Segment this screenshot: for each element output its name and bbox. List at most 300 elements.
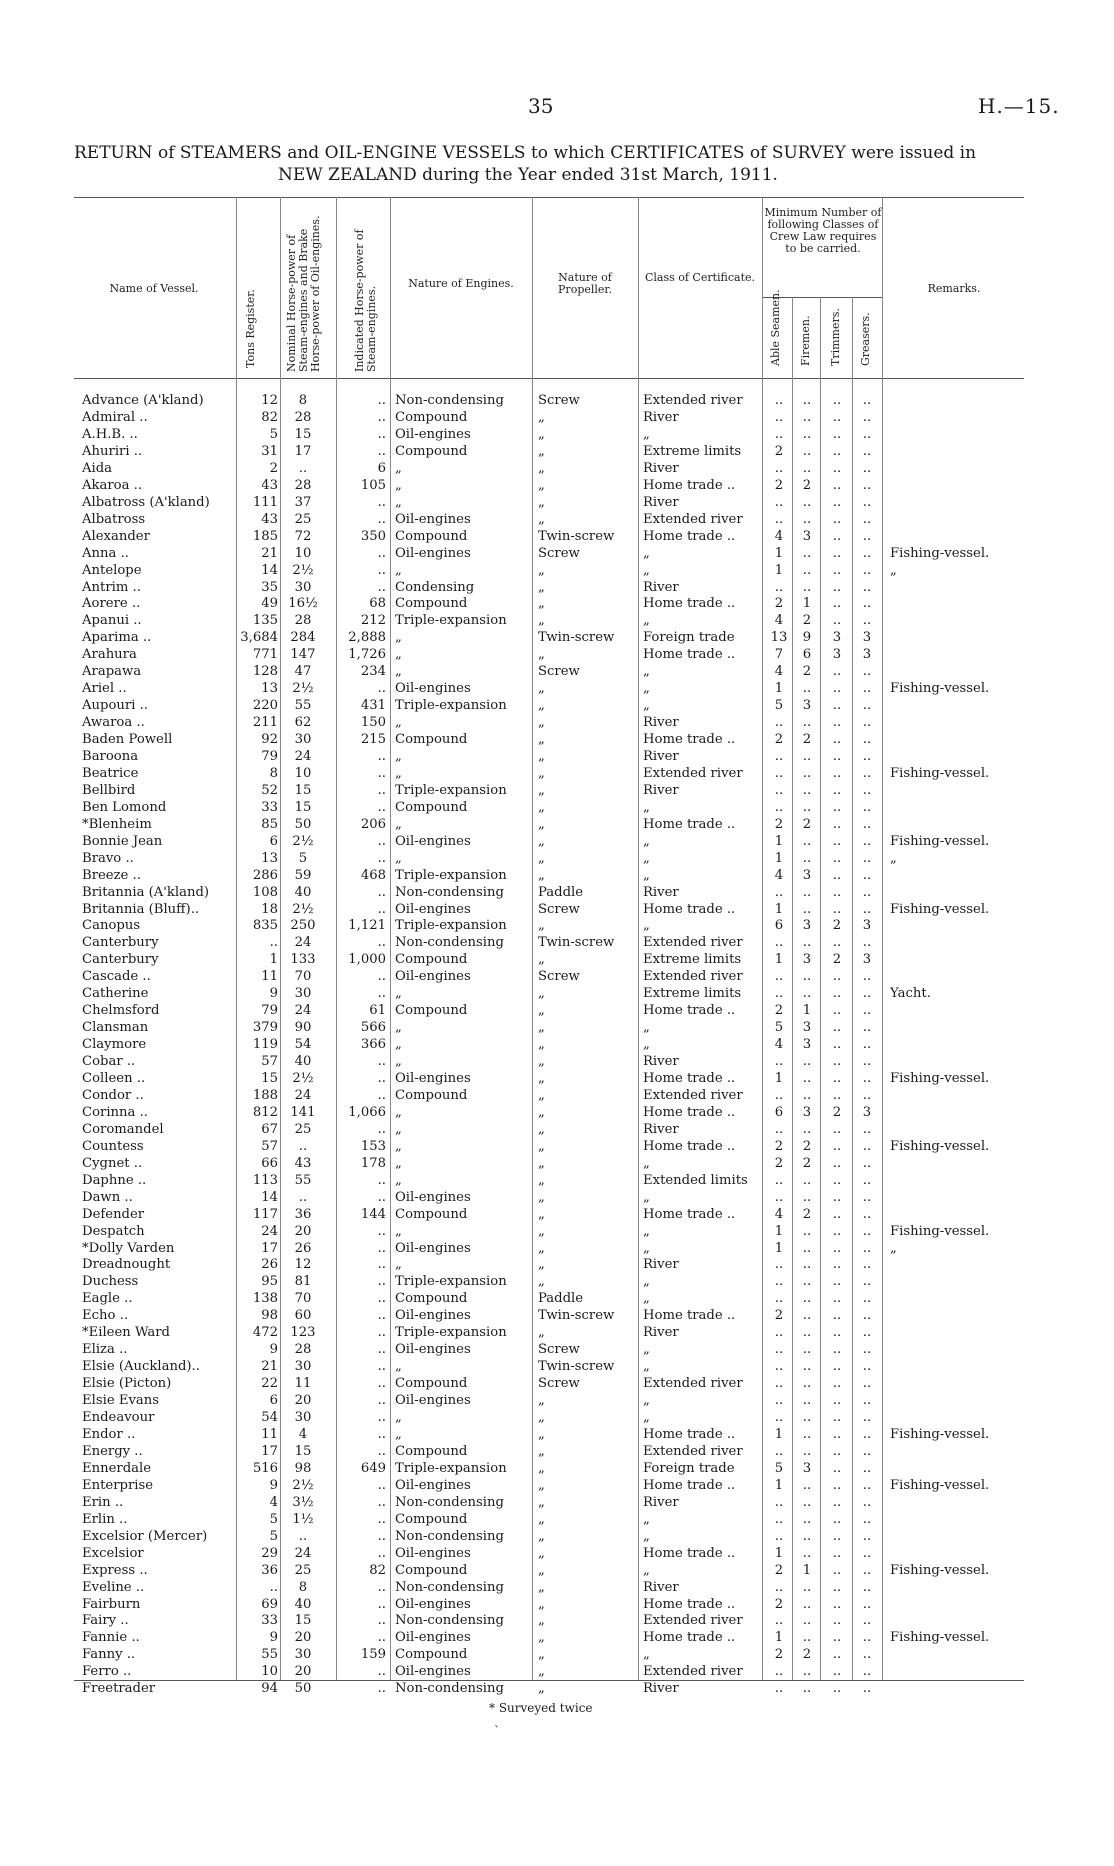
cell-ind: 431 <box>360 698 386 714</box>
cell-cert: „ <box>643 867 650 883</box>
cell-tons: 128 <box>252 664 278 680</box>
table-row <box>0 680 1114 697</box>
cell-cert: Extended river <box>643 969 743 985</box>
cell-cert: „ <box>643 698 650 714</box>
cell-ind: .. <box>377 511 386 527</box>
cell-able: 1 <box>774 1071 784 1086</box>
cell-nom: 40 <box>294 1596 312 1612</box>
cell-able: .. <box>774 1528 784 1544</box>
cell-cert: „ <box>643 1528 650 1544</box>
cell-eng: Oil-engines <box>395 833 471 849</box>
cell-grea: .. <box>862 1071 872 1086</box>
cell-nom: 55 <box>294 698 312 714</box>
table-row <box>0 409 1114 426</box>
header-tons: Tons Register. <box>244 289 257 368</box>
cell-ind: .. <box>377 1172 386 1188</box>
cell-prop: „ <box>538 1630 545 1646</box>
cell-tons: 379 <box>252 1020 278 1036</box>
cell-tons: 9 <box>269 1342 278 1358</box>
table-row <box>0 1121 1114 1138</box>
header-name: Name of Vessel. <box>109 282 199 295</box>
cell-cert: Home trade .. <box>643 1138 736 1154</box>
cell-trim: .. <box>832 1020 842 1036</box>
cell-able: 1 <box>774 1223 784 1239</box>
cell-name: Canterbury <box>82 935 159 951</box>
cell-grea: .. <box>862 799 872 815</box>
cell-ind: 1,066 <box>348 1104 386 1120</box>
cell-grea: .. <box>862 1308 872 1324</box>
cell-nom: 50 <box>294 1681 312 1697</box>
cell-nom: 54 <box>294 1037 312 1053</box>
table-row <box>0 1629 1114 1646</box>
cell-eng: Triple-expansion <box>395 867 507 883</box>
cell-ind: .. <box>377 1528 386 1544</box>
cell-grea: .. <box>862 1630 872 1646</box>
cell-cert: River <box>643 1579 679 1595</box>
cell-fire: .. <box>802 1681 812 1697</box>
table-row <box>0 1189 1114 1206</box>
cell-tons: 11 <box>261 1427 278 1442</box>
cell-eng: Triple-expansion <box>395 698 507 714</box>
cell-trim: .. <box>832 850 842 866</box>
cell-nom: 8 <box>298 393 308 408</box>
cell-nom: 50 <box>294 816 312 832</box>
cell-name: Ennerdale <box>82 1460 152 1476</box>
table-row <box>0 1358 1114 1375</box>
cell-prop: Screw <box>538 393 580 408</box>
cell-ind: .. <box>377 1223 386 1239</box>
table-row <box>0 1206 1114 1223</box>
cell-name: Enterprise <box>82 1477 154 1493</box>
cell-nom: 28 <box>294 477 312 493</box>
cell-fire: .. <box>802 765 812 781</box>
cell-able: 7 <box>774 647 784 663</box>
cell-tons: 9 <box>269 1630 278 1646</box>
cell-name: Baroona <box>82 749 139 764</box>
cell-trim: .. <box>832 1528 842 1544</box>
cell-trim: .. <box>832 1240 842 1256</box>
cell-rem: Fishing-vessel. <box>890 1427 990 1442</box>
cell-tons: 211 <box>252 715 278 730</box>
table-row <box>0 545 1114 562</box>
table-row <box>0 477 1114 494</box>
cell-rem: Fishing-vessel. <box>890 833 990 849</box>
cell-grea: .. <box>862 579 872 595</box>
cell-tons: 18 <box>261 901 278 917</box>
header-firemen: Firemen. <box>799 315 812 366</box>
cell-name: Energy .. <box>82 1443 143 1459</box>
cell-able: 4 <box>774 1206 784 1222</box>
cell-grea: .. <box>862 1155 872 1171</box>
cell-cert: „ <box>643 1359 650 1375</box>
cell-cert: „ <box>643 1647 650 1663</box>
cell-able: 1 <box>774 901 784 917</box>
cell-trim: .. <box>832 1376 842 1392</box>
cell-trim: .. <box>832 426 842 442</box>
cell-trim: .. <box>832 1121 842 1137</box>
table-row <box>0 1392 1114 1409</box>
cell-trim: .. <box>832 528 842 544</box>
cell-grea: .. <box>862 816 872 832</box>
cell-grea: .. <box>862 935 872 951</box>
cell-cert: Home trade .. <box>643 1071 736 1086</box>
cell-able: .. <box>774 1325 784 1341</box>
cell-name: Chelmsford <box>82 1003 160 1019</box>
cell-name: Breeze .. <box>82 867 141 883</box>
cell-trim: .. <box>832 816 842 832</box>
cell-tons: 13 <box>261 681 278 697</box>
cell-eng: Triple-expansion <box>395 1460 507 1476</box>
cell-eng: „ <box>395 1138 402 1154</box>
table-row <box>0 1341 1114 1358</box>
cell-trim: .. <box>832 1291 842 1307</box>
cell-name: Antelope <box>82 562 142 578</box>
cell-eng: Oil-engines <box>395 1240 471 1256</box>
cell-name: Echo .. <box>82 1308 129 1324</box>
cell-eng: Compound <box>395 1443 468 1459</box>
cell-name: Cascade .. <box>82 969 151 985</box>
cell-trim: .. <box>832 1681 842 1697</box>
cell-cert: „ <box>643 1189 650 1205</box>
cell-grea: .. <box>862 681 872 697</box>
cell-prop: „ <box>538 1613 545 1629</box>
cell-ind: 159 <box>360 1647 386 1663</box>
cell-name: Dreadnought <box>82 1257 171 1273</box>
cell-fire: 1 <box>802 1003 812 1019</box>
cell-prop: „ <box>538 715 545 730</box>
cell-prop: „ <box>538 1596 545 1612</box>
cell-tons: 21 <box>261 545 278 561</box>
table-row <box>0 1019 1114 1036</box>
cell-fire: 3 <box>802 1037 812 1053</box>
cell-able: .. <box>774 715 784 730</box>
cell-tons: 6 <box>269 833 278 849</box>
cell-trim: .. <box>832 664 842 680</box>
cell-cert: „ <box>643 562 650 578</box>
table-row <box>0 1104 1114 1121</box>
cell-grea: .. <box>862 1579 872 1595</box>
cell-cert: River <box>643 460 679 476</box>
cell-nom: 24 <box>294 1545 312 1561</box>
cell-fire: .. <box>802 1427 812 1442</box>
cell-tons: 9 <box>269 986 278 1002</box>
cell-cert: Home trade .. <box>643 1596 736 1612</box>
cell-eng: Oil-engines <box>395 1664 471 1680</box>
cell-fire: 2 <box>802 816 812 832</box>
cell-tons: 15 <box>261 1071 278 1086</box>
cell-rem: Fishing-vessel. <box>890 901 990 917</box>
cell-ind: .. <box>377 901 386 917</box>
cell-cert: River <box>643 1325 679 1341</box>
table-row <box>0 850 1114 867</box>
table-row <box>0 460 1114 477</box>
cell-fire: .. <box>802 579 812 595</box>
cell-name: Endeavour <box>82 1410 155 1425</box>
cell-ind: .. <box>377 1664 386 1680</box>
cell-eng: Compound <box>395 443 468 459</box>
cell-fire: .. <box>802 1494 812 1510</box>
cell-name: Advance (A'kland) <box>82 393 204 408</box>
cell-able: 1 <box>774 850 784 866</box>
cell-grea: .. <box>862 494 872 510</box>
cell-trim: .. <box>832 1410 842 1425</box>
cell-name: Aida <box>82 460 113 476</box>
cell-eng: Non-condensing <box>395 1681 504 1697</box>
cell-ind: 1,726 <box>348 647 386 663</box>
cell-tons: 472 <box>252 1325 278 1341</box>
table-row <box>0 1511 1114 1528</box>
cell-fire: .. <box>802 799 812 815</box>
cell-ind: .. <box>377 799 386 815</box>
cell-prop: „ <box>538 511 545 527</box>
cell-eng: Non-condensing <box>395 1613 504 1629</box>
table-row <box>0 1612 1114 1629</box>
cell-ind: 366 <box>360 1037 386 1053</box>
cell-eng: Oil-engines <box>395 1596 471 1612</box>
cell-eng: Oil-engines <box>395 1189 471 1205</box>
cell-prop: „ <box>538 613 545 629</box>
cell-tons: 31 <box>261 443 278 459</box>
cell-rem: Fishing-vessel. <box>890 1477 990 1493</box>
cell-able: 1 <box>774 562 784 578</box>
cell-grea: .. <box>862 1037 872 1053</box>
cell-eng: „ <box>395 1359 402 1375</box>
cell-cert: „ <box>643 1511 650 1527</box>
cell-name: Elsie Evans <box>82 1393 160 1408</box>
cell-tons: 66 <box>261 1155 278 1171</box>
cell-tons: 29 <box>261 1545 278 1561</box>
cell-grea: .. <box>862 901 872 917</box>
cell-cert: Home trade .. <box>643 732 736 747</box>
cell-fire: .. <box>802 782 812 798</box>
cell-grea: .. <box>862 1511 872 1527</box>
cell-grea: .. <box>862 511 872 527</box>
cell-nom: .. <box>298 1528 308 1544</box>
cell-ind: .. <box>377 782 386 798</box>
cell-eng: Oil-engines <box>395 545 471 561</box>
cell-able: 2 <box>774 732 784 747</box>
cell-ind: 2,888 <box>348 630 386 646</box>
cell-tons: 812 <box>252 1104 278 1120</box>
cell-tons: 835 <box>252 918 278 934</box>
cell-ind: .. <box>377 1257 386 1273</box>
cell-cert: Extended river <box>643 1664 743 1680</box>
cell-fire: .. <box>802 884 812 900</box>
cell-prop: Twin-screw <box>538 1308 615 1324</box>
cell-able: .. <box>774 409 784 425</box>
cell-cert: Extended river <box>643 765 743 781</box>
cell-ind: 468 <box>360 867 386 883</box>
cell-prop: „ <box>538 1664 545 1680</box>
cell-prop: „ <box>538 1511 545 1527</box>
cell-cert: River <box>643 579 679 595</box>
table-row <box>0 951 1114 968</box>
cell-ind: .. <box>377 1376 386 1392</box>
cell-trim: .. <box>832 477 842 493</box>
cell-grea: .. <box>862 1003 872 1019</box>
cell-trim: .. <box>832 1003 842 1019</box>
cell-cert: Home trade .. <box>643 1477 736 1493</box>
cell-nom: 4 <box>298 1427 308 1442</box>
cell-fire: 2 <box>802 1155 812 1171</box>
cell-cert: Home trade .. <box>643 1003 736 1019</box>
cell-tons: 14 <box>261 1189 278 1205</box>
cell-able: 1 <box>774 1240 784 1256</box>
cell-name: Aupouri .. <box>82 698 148 714</box>
cell-able: .. <box>774 1443 784 1459</box>
cell-ind: .. <box>377 1427 386 1442</box>
cell-tons: 36 <box>261 1562 278 1578</box>
header-remarks: Remarks. <box>927 282 981 295</box>
cell-cert: „ <box>643 1342 650 1358</box>
table-row <box>0 1172 1114 1189</box>
cell-prop: „ <box>538 1427 545 1442</box>
cell-fire: .. <box>802 1528 812 1544</box>
cell-trim: .. <box>832 1545 842 1561</box>
cell-grea: .. <box>862 426 872 442</box>
cell-trim: .. <box>832 545 842 561</box>
cell-nom: 30 <box>294 579 312 595</box>
cell-name: Albatross <box>82 511 146 527</box>
cell-cert: „ <box>643 613 650 629</box>
cell-tons: 8 <box>269 765 278 781</box>
cell-trim: .. <box>832 596 842 612</box>
cell-eng: „ <box>395 630 402 646</box>
cell-trim: 2 <box>832 952 842 968</box>
cell-prop: „ <box>538 1562 545 1578</box>
cell-grea: .. <box>862 1613 872 1629</box>
cell-name: Ahuriri .. <box>82 443 143 459</box>
cell-name: Bellbird <box>82 782 136 798</box>
cell-nom: 133 <box>290 952 316 968</box>
cell-able: 4 <box>774 528 784 544</box>
cell-prop: „ <box>538 918 545 934</box>
cell-prop: „ <box>538 596 545 612</box>
cell-able: 1 <box>774 833 784 849</box>
cell-trim: .. <box>832 1257 842 1273</box>
cell-nom: 60 <box>294 1308 312 1324</box>
cell-ind: .. <box>377 1443 386 1459</box>
table-row <box>0 1240 1114 1257</box>
cell-grea: .. <box>862 833 872 849</box>
table-row <box>0 1070 1114 1087</box>
cell-cert: Extended river <box>643 1376 743 1392</box>
cell-grea: .. <box>862 884 872 900</box>
cell-able: 5 <box>774 1020 784 1036</box>
cell-grea: .. <box>862 1020 872 1036</box>
cell-able: .. <box>774 393 784 408</box>
table-row <box>0 1375 1114 1392</box>
cell-name: Admiral .. <box>82 409 148 425</box>
cell-fire: .. <box>802 1410 812 1425</box>
cell-eng: Compound <box>395 1291 468 1307</box>
cell-ind: .. <box>377 494 386 510</box>
cell-name: Canopus <box>82 918 141 934</box>
header-crew-group: Minimum Number of following Classes of Crew Law requires to be carried. <box>764 206 882 255</box>
cell-trim: .. <box>832 460 842 476</box>
cell-cert: Extended river <box>643 1443 743 1459</box>
page-number: 35 <box>528 94 554 118</box>
cell-trim: .. <box>832 1138 842 1154</box>
cell-tons: 111 <box>252 494 278 510</box>
table-row <box>0 917 1114 934</box>
cell-able: .. <box>774 1579 784 1595</box>
table-row <box>0 714 1114 731</box>
cell-ind: 144 <box>360 1206 386 1222</box>
cell-eng: „ <box>395 1427 402 1442</box>
cell-ind: .. <box>377 393 386 408</box>
cell-trim: .. <box>832 1443 842 1459</box>
cell-nom: 70 <box>294 1291 312 1307</box>
cell-tons: 14 <box>261 562 278 578</box>
cell-name: Fairy .. <box>82 1613 129 1629</box>
cell-fire: .. <box>802 1342 812 1358</box>
cell-fire: 3 <box>802 952 812 968</box>
cell-able: 6 <box>774 918 784 934</box>
cell-fire: 2 <box>802 613 812 629</box>
cell-eng: „ <box>395 664 402 680</box>
cell-grea: 3 <box>862 952 872 968</box>
cell-grea: .. <box>862 1477 872 1493</box>
cell-nom: 81 <box>294 1274 312 1290</box>
cell-ind: .. <box>377 1071 386 1086</box>
cell-grea: .. <box>862 596 872 612</box>
cell-fire: 2 <box>802 1206 812 1222</box>
cell-cert: „ <box>643 799 650 815</box>
cell-trim: .. <box>832 1494 842 1510</box>
cell-prop: Paddle <box>538 884 584 900</box>
cell-name: Express .. <box>82 1562 148 1578</box>
cell-eng: „ <box>395 1054 402 1069</box>
cell-able: .. <box>774 494 784 510</box>
cell-name: Catherine <box>82 986 149 1002</box>
cell-prop: „ <box>538 1545 545 1561</box>
cell-grea: .. <box>862 1223 872 1239</box>
table-row <box>0 1579 1114 1596</box>
cell-name: Elsie (Picton) <box>82 1376 172 1392</box>
cell-nom: 72 <box>294 528 312 544</box>
cell-nom: 15 <box>294 1443 312 1459</box>
cell-name: Bravo .. <box>82 850 134 866</box>
cell-trim: .. <box>832 1308 842 1324</box>
cell-fire: 3 <box>802 1020 812 1036</box>
cell-name: Canterbury <box>82 952 159 968</box>
table-row <box>0 511 1114 528</box>
cell-able: .. <box>774 460 784 476</box>
cell-ind: 566 <box>360 1020 386 1036</box>
cell-nom: 30 <box>294 1647 312 1663</box>
cell-nom: 2½ <box>292 681 314 697</box>
cell-trim: .. <box>832 935 842 951</box>
table-row <box>0 1646 1114 1663</box>
cell-name: Coromandel <box>82 1121 164 1137</box>
cell-prop: „ <box>538 579 545 595</box>
cell-prop: „ <box>538 1104 545 1120</box>
cell-grea: .. <box>862 1494 872 1510</box>
cell-name: Arahura <box>82 647 137 663</box>
table-row <box>0 1663 1114 1680</box>
cell-tons: 9 <box>269 1477 278 1493</box>
cell-cert: „ <box>643 664 650 680</box>
cell-ind: .. <box>377 1342 386 1358</box>
cell-trim: .. <box>832 511 842 527</box>
header-propeller: Nature of Propeller. <box>558 271 612 296</box>
cell-ind: 150 <box>360 715 386 730</box>
cell-cert: „ <box>643 681 650 697</box>
cell-grea: .. <box>862 1206 872 1222</box>
header-able-seamen: Able Seamen. <box>769 289 782 366</box>
table-row <box>0 816 1114 833</box>
